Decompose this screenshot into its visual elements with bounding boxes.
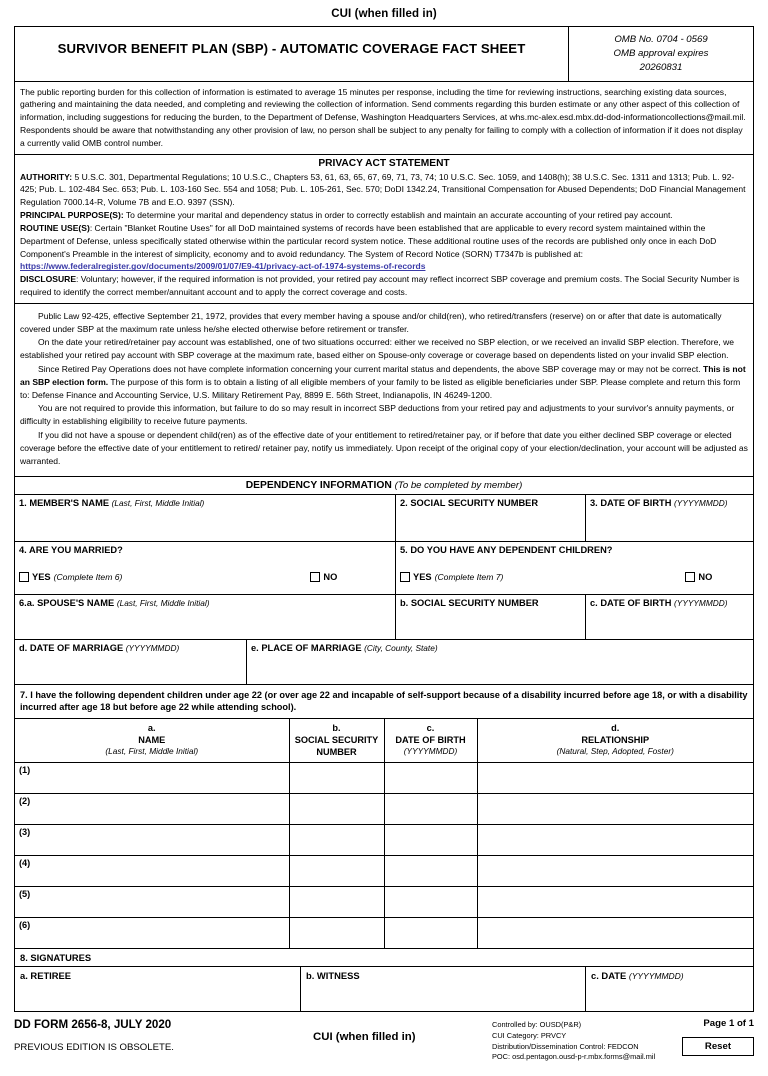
field-place-of-marriage-label: [251, 643, 749, 653]
married-yes-option[interactable]: [19, 572, 122, 582]
narrative-paragraph-5: If you did not have a spouse or dependent child(ren) as of the effective date of your entitlement to retired/retainer pay, or if before that date you either declined SBP coverage or elected coverage before the effective date of your entitlement to retired/ retainer pay, notify us immediately. Upon receipt of the original copy of your election/declination, your account will be adjusted as warranted.: [20, 430, 748, 466]
narrative-p3-part1: Since Retired Pay Operations does not have complete information concerning your current marital status and dependents, the above SBP coverage may or may not be correct.: [38, 364, 703, 374]
form-number: DD FORM 2656-8, JULY 2020: [14, 1017, 172, 1031]
narrative-paragraph-2: On the date your retired/retainer pay account was established, one of two situations occurred: either we received no SBP election, or we received an invalid SBP election. Therefore, we established your retired pay account with SBP coverage at the maximum rate, based either on Spouse-only coverage or coverage based on dependents listed on your invalid SBP election.: [20, 337, 735, 361]
public-burden-statement: The public reporting burden for this collection of information is estimated to average 15 minutes per response, including the time for reviewing instructions, searching existing data sources, gathering and maintaining the data needed, and completing and reviewing the collection of information. Send comments regarding this burden estimate or any other aspect of this collection of information, including suggestions for reducing the burden, to the Department of Defense, Washington Headquarters Services, at whs.mc-alex.esd.mbx.dd-dod-informationcollections@mail.mil. Respondents should be aware that notwithstanding any other provision of law, no person shall be subject to any penalty for failing to comply with a collection of information if it does not display a currently valid OMB control number.: [15, 82, 753, 155]
field-dependent-children: [395, 542, 753, 594]
child-2-name-cell[interactable]: (2): [15, 793, 289, 824]
field-member-name[interactable]: [15, 495, 395, 541]
field-member-dob-label: [590, 498, 749, 508]
omb-expires-label: OMB approval expires: [613, 48, 709, 60]
col-d-hint: (Natural, Step, Adopted, Foster): [556, 745, 674, 756]
sorn-url-link[interactable]: https://www.federalregister.gov/documents/2009/01/07/E9-41/privacy-act-of-1974-systems-of-records: [20, 261, 426, 272]
child-1-dob-cell[interactable]: [384, 762, 477, 793]
field-date-of-marriage[interactable]: [15, 640, 246, 684]
child-5-relationship-cell[interactable]: [477, 886, 753, 917]
signature-date-hint: (YYYYMMDD): [628, 970, 684, 981]
col-a-name: NAME: [138, 734, 166, 745]
reset-button[interactable]: Reset: [682, 1037, 754, 1056]
witness-signature-label: b. WITNESS: [306, 969, 360, 981]
previous-edition-note: PREVIOUS EDITION IS OBSOLETE.: [14, 1041, 174, 1053]
dependent-children-table: [15, 719, 753, 949]
field-spouse-name[interactable]: [15, 595, 395, 639]
children-yes-label: YES: [413, 571, 432, 582]
child-3-relationship-cell[interactable]: [477, 824, 753, 855]
column-header-dob: [384, 719, 477, 763]
row-items-4-5: [15, 542, 753, 595]
marriage-date-hint: (YYYYMMDD): [125, 642, 180, 653]
child-1-name-cell[interactable]: (1): [15, 762, 289, 793]
privacy-routine-text: : Certain "Blanket Routine Uses" for all DoD maintained systems of records have been established that are applicable to every record system maintained within the Department of Defense, unless specifically stated otherwise within the particular record system notice. These additional routine uses of the records are published only once in each DoD Component's Preamble in the interest of simplicity, economy and to avoid redundancy. The System of Record Notice (SORN) T7347b is published at:: [20, 222, 717, 259]
children-yes-checkbox[interactable]: [400, 572, 410, 582]
spouse-name-hint: (Last, First, Middle Initial): [116, 597, 210, 608]
row-item-6de: [15, 640, 753, 685]
narrative-p3-part2: The purpose of this form is to obtain a listing of all eligible members of your family to be listed as eligible beneficiaries under SBP. Please complete and return this form to: Defense Finance and Accounting Service, U.S. Military Retirement Pay, 8899 E. 56th Street, Indianapolis, IN 46249-1200.: [20, 376, 741, 400]
child-2-relationship-cell[interactable]: [477, 793, 753, 824]
column-header-name: [15, 719, 289, 763]
privacy-authority: [20, 171, 748, 209]
marriage-place-hint: (City, County, State): [364, 642, 438, 653]
retiree-signature-label: a. RETIREE: [20, 969, 72, 981]
field-member-ssn-label: 2. SOCIAL SECURITY NUMBER: [400, 497, 539, 508]
column-header-relationship: [477, 719, 753, 763]
col-b-name: SOCIAL SECURITY NUMBER: [294, 734, 379, 757]
member-name-label-text: 1. MEMBER'S NAME: [19, 497, 110, 508]
col-a-letter: a.: [147, 722, 156, 733]
children-no-option[interactable]: [685, 572, 712, 582]
privacy-disclosure: [20, 273, 748, 299]
child-5-ssn-cell[interactable]: [289, 886, 384, 917]
privacy-purpose-text: To determine your marital and dependency status in order to correctly establish and maintain an accurate accounting of your retired pay account.: [123, 210, 673, 221]
col-c-letter: c.: [426, 722, 435, 733]
col-d-name: RELATIONSHIP: [581, 734, 650, 745]
signature-date-label: c. DATE: [591, 969, 627, 981]
field-member-name-label: [19, 498, 391, 508]
married-yes-label: YES: [32, 571, 51, 582]
privacy-disclosure-label: DISCLOSURE: [20, 274, 77, 285]
privacy-disclosure-text: : Voluntary; however, if the required information is not provided, your retired pay account may reflect incorrect SBP coverage and premium costs. The Social Security Number is required to identify the correct member/annuitant account and to apply the correct coverage and costs.: [20, 274, 740, 297]
married-yes-hint: (Complete Item 6): [53, 571, 123, 582]
field-date-of-marriage-label: [19, 643, 242, 653]
privacy-purpose-label: PRINCIPAL PURPOSE(S):: [20, 210, 124, 221]
form-frame: [14, 26, 754, 1012]
privacy-act-title: PRIVACY ACT STATEMENT: [318, 157, 450, 169]
children-yes-hint: (Complete Item 7): [434, 571, 504, 582]
child-6-relationship-cell[interactable]: [477, 917, 753, 948]
spouse-name-label-text: 6.a. SPOUSE'S NAME: [19, 597, 115, 608]
spouse-dob-label-text: c. DATE OF BIRTH: [590, 597, 672, 608]
narrative-p3-emphasis: This is not an SBP election form.: [20, 364, 746, 387]
title-row: [15, 27, 753, 82]
narrative-paragraph-1: Public Law 92-425, effective September 21, 1972, provides that every member having a spouse and/or child(ren), who retired/transfers (reserve) on or after that date is automatically covered under SBP at the maximum rate unless he/she elected otherwise before retirement or transfer.: [20, 310, 722, 334]
table-row: [15, 917, 753, 948]
table-row: [15, 855, 753, 886]
footer-left: [14, 1018, 174, 1053]
field-member-dob[interactable]: [585, 495, 753, 541]
field-place-of-marriage[interactable]: [246, 640, 753, 684]
dependent-children-label: 5. DO YOU HAVE ANY DEPENDENT CHILDREN?: [400, 544, 613, 555]
field-signature-date[interactable]: [585, 967, 753, 1011]
married-yes-checkbox[interactable]: [19, 572, 29, 582]
col-a-hint: (Last, First, Middle Initial): [105, 745, 199, 756]
are-you-married-label: 4. ARE YOU MARRIED?: [19, 544, 123, 555]
privacy-purpose: [20, 209, 748, 222]
privacy-url-line: [20, 260, 748, 273]
child-4-ssn-cell[interactable]: [289, 855, 384, 886]
field-spouse-ssn[interactable]: [395, 595, 585, 639]
children-options: [400, 572, 749, 582]
table-row: [15, 824, 753, 855]
marriage-date-label-text: d. DATE OF MARRIAGE: [19, 642, 124, 653]
child-1-relationship-cell[interactable]: [477, 762, 753, 793]
married-no-label: NO: [323, 571, 338, 582]
child-4-dob-cell[interactable]: [384, 855, 477, 886]
married-no-checkbox[interactable]: [310, 572, 320, 582]
field-spouse-name-label: [19, 598, 391, 608]
privacy-authority-text: 5 U.S.C. 301, Departmental Regulations; 10 U.S.C., Chapters 53, 61, 63, 65, 67, 69, 71, 73, 74; 10 U.S.C. Sec. 1059, and 1408(h); 38 U.S.C. Sec. 1311 and 1313; Pub. L. 92-425; Pub. L. 102-484 Sec. 653; Pub. L. 103-160 Sec. 554 and 1058; Pub. L. 105-261, Sec. 570; DoDI 1342.24, Transitional Compensation for Abused Dependents; DoD Financial Management Regulation 7000.14-R, Volume 7B and E.O. 9397 (SSN).: [20, 171, 746, 208]
married-no-option[interactable]: [310, 572, 337, 582]
privacy-authority-label: AUTHORITY:: [20, 171, 73, 182]
form-footer: [14, 1012, 754, 1076]
child-3-name-cell[interactable]: (3): [15, 824, 289, 855]
child-1-ssn-cell[interactable]: [289, 762, 384, 793]
table-header-row: [15, 719, 753, 763]
dependency-information-band: [15, 477, 753, 495]
table-row: [15, 762, 753, 793]
child-4-relationship-cell[interactable]: [477, 855, 753, 886]
signatures-band: 8. SIGNATURES: [15, 949, 753, 967]
child-6-dob-cell[interactable]: [384, 917, 477, 948]
privacy-routine: [20, 222, 748, 260]
privacy-act-body: [15, 171, 753, 304]
field-witness-signature[interactable]: [300, 967, 585, 1011]
child-2-ssn-cell[interactable]: [289, 793, 384, 824]
children-yes-option[interactable]: [400, 572, 503, 582]
col-c-hint: (YYYYMMDD): [403, 745, 458, 756]
item-7-instruction: 7. I have the following dependent children under age 22 (or over age 22 and incapable of self-support because of a disability incurred before age 18, or with a disability incurred after age 18 but before age 22 while attending school).: [15, 685, 753, 719]
controlled-by: Controlled by: OUSD(P&R): [492, 1019, 582, 1029]
marriage-place-label-text: e. PLACE OF MARRIAGE: [251, 642, 362, 653]
child-6-ssn-cell[interactable]: [289, 917, 384, 948]
omb-block: [568, 27, 753, 81]
child-3-ssn-cell[interactable]: [289, 824, 384, 855]
child-6-name-cell[interactable]: (6): [15, 917, 289, 948]
child-5-dob-cell[interactable]: [384, 886, 477, 917]
col-c-name: DATE OF BIRTH: [395, 734, 466, 745]
married-options: [19, 572, 391, 582]
control-markings: [492, 1020, 655, 1063]
privacy-routine-label: ROUTINE USE(S): [20, 222, 90, 233]
child-3-dob-cell[interactable]: [384, 824, 477, 855]
signatures-row: [15, 967, 753, 1011]
cui-category: CUI Category: PRVCY: [492, 1030, 567, 1040]
form-title: SURVIVOR BENEFIT PLAN (SBP) - AUTOMATIC COVERAGE FACT SHEET: [57, 41, 526, 56]
member-dob-label-text: 3. DATE OF BIRTH: [590, 497, 672, 508]
children-no-checkbox[interactable]: [685, 572, 695, 582]
child-4-name-cell[interactable]: (4): [15, 855, 289, 886]
child-5-name-cell[interactable]: (5): [15, 886, 289, 917]
member-dob-hint: (YYYYMMDD): [674, 497, 728, 508]
field-are-you-married: [15, 542, 395, 594]
spouse-dob-hint: (YYYYMMDD): [674, 597, 728, 608]
omb-expires-date: 20260831: [639, 62, 683, 74]
narrative-paragraph-4: You are not required to provide this information, but failure to do so may result in incorrect SBP deductions from your retired pay and adjustments to your survivor's annuity payments, or difficulty in establishing eligibility to receive future payments.: [20, 403, 735, 427]
column-header-ssn: [289, 719, 384, 763]
field-retiree-signature[interactable]: [15, 967, 300, 1011]
page-number: Page 1 of 1: [703, 1017, 754, 1029]
table-row: [15, 793, 753, 824]
dependency-band-hint: (To be completed by member): [394, 479, 523, 491]
cui-banner-bottom: CUI (when filled in): [313, 1030, 416, 1043]
table-row: [15, 886, 753, 917]
children-no-label: NO: [698, 571, 713, 582]
cui-banner-top: CUI (when filled in): [331, 8, 437, 20]
col-b-letter: b.: [332, 722, 341, 733]
narrative-paragraph-3: [20, 363, 748, 401]
member-name-hint: (Last, First, Middle Initial): [111, 497, 205, 508]
field-member-ssn[interactable]: [395, 495, 585, 541]
col-d-letter: d.: [611, 722, 620, 733]
child-2-dob-cell[interactable]: [384, 793, 477, 824]
narrative-block: [15, 304, 753, 477]
distribution-control: Distribution/Dissemination Control: FEDCON: [492, 1041, 639, 1051]
field-spouse-dob-label: [590, 598, 749, 608]
row-items-1-3: [15, 495, 753, 542]
field-spouse-ssn-label: b. SOCIAL SECURITY NUMBER: [400, 597, 539, 608]
row-item-6abc: [15, 595, 753, 640]
poc-email: POC: osd.pentagon.ousd-p-r.mbx.forms@mail.mil: [492, 1052, 656, 1062]
dependency-band-title: DEPENDENCY INFORMATION: [245, 479, 392, 491]
omb-number: OMB No. 0704 - 0569: [614, 34, 708, 45]
field-spouse-dob[interactable]: [585, 595, 753, 639]
